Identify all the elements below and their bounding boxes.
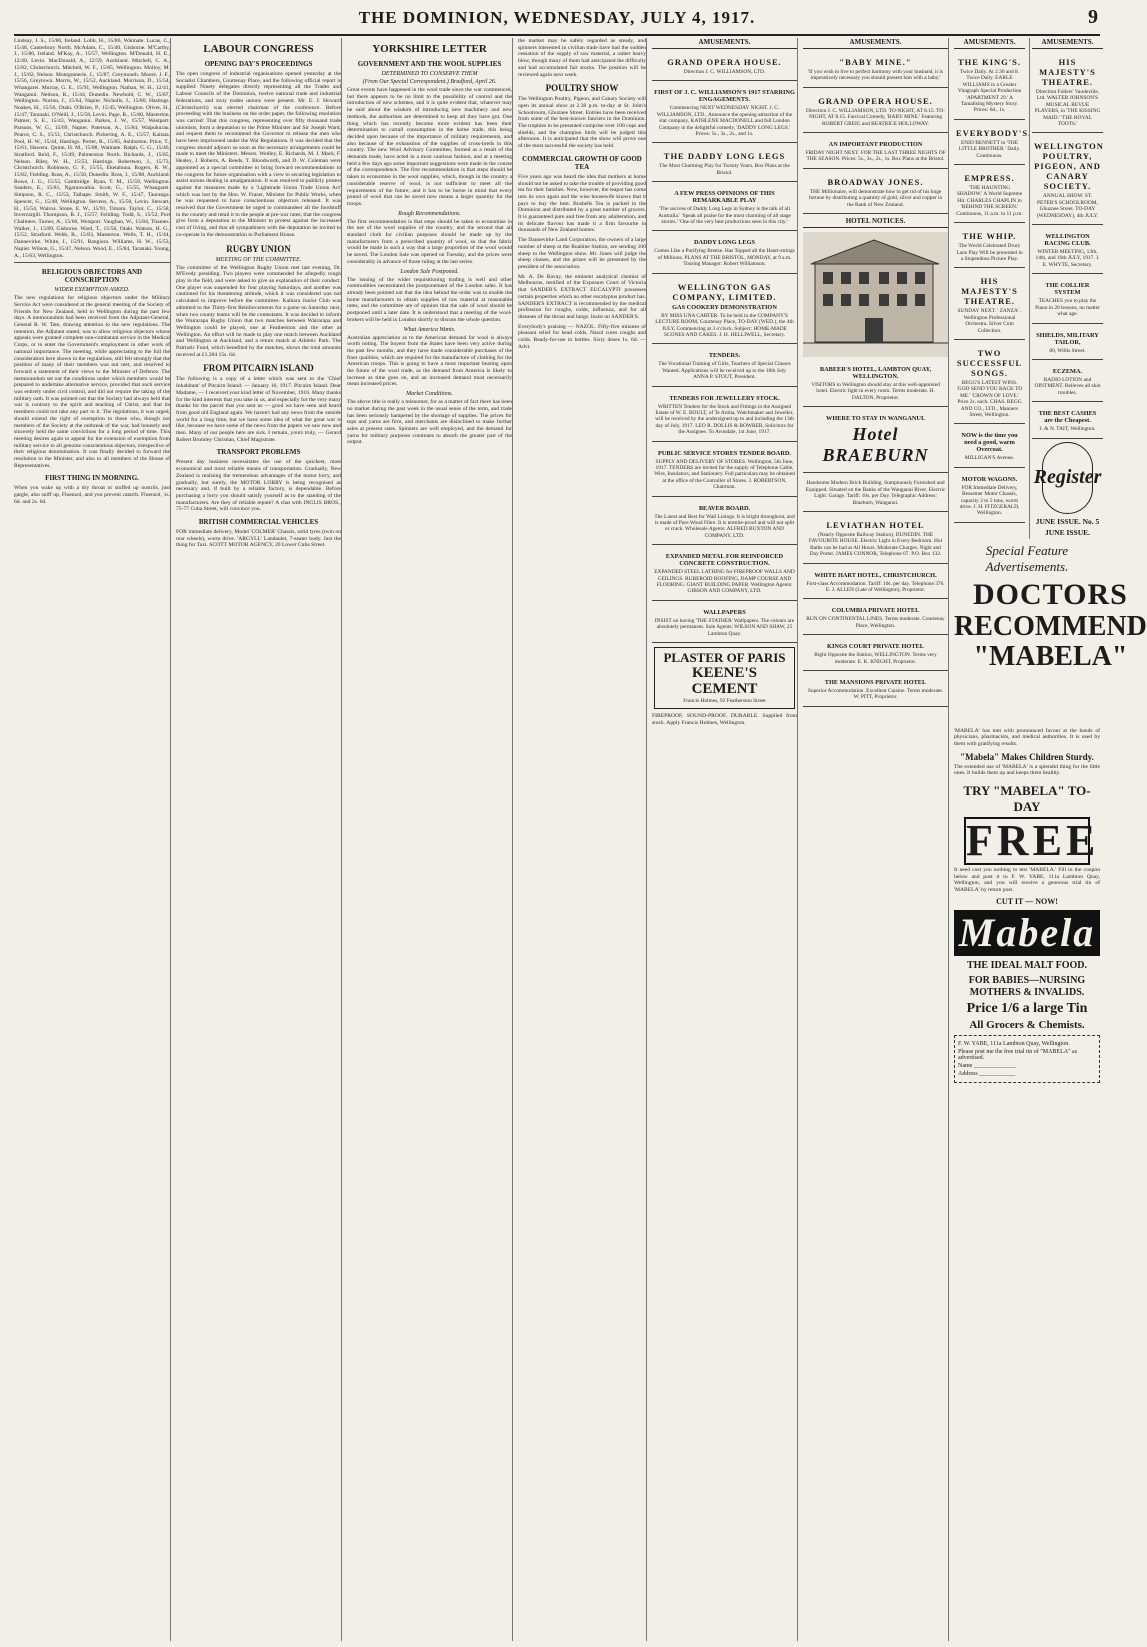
advertisement-list <box>803 52 948 228</box>
ad-headline: THE KING'S. <box>958 57 1021 67</box>
section-heading: London Sale Postponed. <box>400 268 459 275</box>
ad-headline: FIRST OF J. C. WILLIAMSON'S 1917 STARRING ENGAGEMENTS. <box>654 89 795 104</box>
try-mabela-headline: TRY "MABELA" TO-DAY <box>963 783 1091 815</box>
column-header: AMUSEMENTS. <box>652 38 797 49</box>
article-body: The Wellington Poultry, Pigeon, and Canary Society will open its annual show at 2.30 p.m. to-day at St. John's Schoolroom, Ghuznee Street. Entries have been received from some of the best-known fanciers in the Dominion. The trophies to be presented comprise over 100 cups and shields, and the champion birds will be judged this afternoon. It is anticipated that the show will prove one of the most successful the society has held. <box>518 96 646 150</box>
ad-body: SUNDAY NEXT. ' ZANZA' . Wellington Professional Orchestra. Silver Coin Collection. <box>957 308 1022 334</box>
advertisement <box>803 172 948 214</box>
advertisement <box>1032 363 1103 402</box>
advertisement <box>954 271 1025 340</box>
article-heading-transport: TRANSPORT PROBLEMS <box>216 448 301 457</box>
advertisement <box>1032 277 1103 323</box>
ad-body: The Vocational Training of Girls, Teachers of Special Classes Wanted. Applications will be received up to the 10th July. ANNA P. STOUT, President. <box>658 361 791 381</box>
ad-body: FOR Immediate Delivery, Bessemer Motor Chassis, capacity 2 to 5 tons, worm drive. J. H. FITZGERALD, Wellington. <box>959 484 1020 517</box>
mabela-logo: Mabela <box>954 910 1100 956</box>
casualty-names-list: Lindsay, J. S., 15/80, Ireland. Lobb, H., 15/86, Waimate. Lucas, C., 15/48, Canterbury North. McAdam, C., 15/40, Gisborne. M'Carthy, J., 15/86, Ireland. M'Kay, A., 15/57, Wellington. M'Donald, H. E., 12/40, Levin. MacDonald, A., 12/59, Auckland. Mitchell, C. A., 15/82, Christchurch. Mitchell, W. F., 15/85, Wellington. Molloy, M. J., 15/62, Nelson. Montgomerie, J., 15/87, Greymouth. Moore, J. F., 15/56, Greytown. Morris, W., 15/52, Auckland. Morrison, D., 15/54, Whangarei. Murray, G. E., 15/91, Wellington. Nathan, W. H., 12/41, Wanganui. Neilson, R., 15/44, Dunedin. Newbold, C. W., 15/87, Wellington. Norton, J., 15/64, Napier. Nicholls, J., 15/80, Hastings. Noakes, H., 15/56, Otaki. O'Brien, P., 15/45, Wellington. Oliver, H., 15/47, Taranaki. O'Neill, J., 15/58, Levin. Page, R., 15/60, Masterton. Palmer, S. E., 15/43, Wanganui. Parkes, J. W., 15/57, Westport. Parsons, W. G., 15/69, Napier. Paterson, A., 15/84, Waipukurau. Pearce, C. S., 15/51, Christchurch. Pickering, A. E., 15/57, Kaitaia. Pool, H. W., 15/44, Hastings. Porter, R., 15/65, Ashburton. Price, T., 15/61, Hawera. Quinn, H. M., 15/88, Waimate. Ralph, C. G., 15/46, Stratford. Reid, F., 15/49, Palmerston North. Richards, J., 15/85, Nelson. Riley, W. H., 15/53, Hastings. Robertson, J., 15/73, Christchurch. Robinson, G. F., 15/55, Eketahuna. Rogers, R. W., 15/82, Fielding. Ross, A., 15/50, Dunedin. Ross, J., 15/88, Auckland. Rowe, J. G., 15/55, Cambridge. Ryan, T. M., 15/59, Wellington. Sanders, E., 15/81, Ngaruawahia. Scott, G., 15/55, Whangarei. Simpson, R. C., 15/53, Taihape. Smith, W. F., 15/47, Tauranga. Spencer, G., 15/48, Wellington. Stevens, A., 15/50, Levin. Stewart, H., 15/54, Wairoa. Stone, E. W., 15/91, Timaru. Taylor, C., 15/58, Invercargill. Thompson, R. J., 15/57, Feilding. Todd, S., 15/52, Port Chalmers. Turner, A., 15/60, Westport. Vaughan, W., 15/84, Thames. Walker, J., 15/89, Gisborne. Ward, T., 15/56, Otaki. Watson, H. G., 15/52, Stratford. Webb, R., 15/83, Masterton. Wells, T. H., 15/44, Dannevirke. White, J., 15/91, Rangiora. Williams, H. W., 15/53, Napier. Wilson, G., 15/47, Nelson. Wood, E., 15/84, Taranaki. Young, A., 15/63, Wellington. <box>14 38 170 259</box>
ad-tagline: THE IDEAL MALT FOOD. <box>966 959 1088 971</box>
amusements-left <box>954 38 1032 539</box>
ad-body: Handsome Modern Brick Building. Sumptuously Furnished and Equipped. Situated on the Banks of the Wanganui River. Electric Light. Garage. Tariff: 10s. per Day. Telegraphic Address: Braeburn, Wanganui. <box>805 480 946 506</box>
hotel-building-image <box>803 232 948 357</box>
ad-headline: DADDY LONG LEGS <box>694 239 755 247</box>
article-body: The following is a copy of a letter which was sent to the 'Chief Inhabitant' of Pitcairn Island: — January 16, 1917. Pitcairn Island. Dear Madame, — I received your kind letter of November, 1916. Many thanks for the kind interests that you take in us, and especially for the very many thanks for the parcel that you sent us — good we have seen and heard from good old England again. We haven't had any news from the outside world for a long time, but we have some idea of what the great war is like, because we have some of the news from the papers we saw now and then. Many of our people here are sick. I remain, yours truly, — Gerard Robert Bromley Christian, Chief Magistrate. <box>176 376 341 443</box>
ad-headline: WHERE TO STAY IN WANGANUI. <box>826 415 925 423</box>
coupon-address-field[interactable]: Address ____________ <box>958 1070 1016 1077</box>
article-heading-rugby-union: RUGBY UNION <box>226 243 291 254</box>
amusements-split <box>954 38 1104 539</box>
coupon-address-label: Address <box>958 1070 978 1077</box>
ad-headline: THE MANSIONS PRIVATE HOTEL <box>824 678 927 686</box>
ad-headline: BABEER'S HOTEL, LAMBTON QUAY, WELLINGTON. <box>819 366 932 381</box>
advertisement-list <box>1032 52 1103 439</box>
masthead <box>14 6 1100 36</box>
register-logo-text: Register <box>1033 466 1102 489</box>
coupon-name-label: Name <box>958 1062 973 1069</box>
article-body: When you wake up with a dry throat or stuffed up nostrils, just gargle, also sniff up, Fluenzol, and you prevent catarrh. Fluenzol, 1s. 6d. and 2s. 6d. <box>14 485 170 505</box>
advertisement <box>1032 228 1103 274</box>
article-body: The above title is really a misnomer, for as a matter of fact there has been no market during the past week in the usual sense of the term, and trade has been seriously hampered by the shortage of supplies. The prices for tops and yarns are firm, and merchants are disinclined to make further sales at present rates. Spinners are well employed, and the demand for yarns for military purposes continues to absorb the greater part of the output. <box>347 399 512 446</box>
advertisement <box>652 604 797 643</box>
ad-subheadline: "Mabela" Makes Children Sturdy. <box>960 751 1094 762</box>
ad-headline: AN IMPORTANT PRODUCTION <box>828 141 923 149</box>
page-number: 9 <box>1088 6 1098 28</box>
column-header: AMUSEMENTS. <box>803 38 948 49</box>
ad-body: VISITORS to Wellington should stay at this well-appointed hotel. Electric light in every room. Terms moderate. H. DALTON, Proprietor. <box>811 382 940 401</box>
ad-body: FRIDAY NIGHT NEXT. FOR THE LAST THREE NIGHTS OF THE SEASON. Prices: 5s., 3s., 2s., 1s. Box Plans at the Bristol. <box>805 150 946 163</box>
article-body: The first recommendation is that steps should be taken to economise in the use of the wool supplies of the country, and the second that all standard cloth for civilian purposes should be made up by the manufacturers from a prescribed quantity of wool, so that the fabric would be made in such a way that a large proportion of the wool would be saved. The London Sale was opened on Tuesday, and the prices were considerably in advance of those ruling at the last series. <box>347 218 512 265</box>
ad-address: Francis Holmes, 92 Featherston Street <box>683 698 766 705</box>
ad-headline: TWO SUCCESSFUL SONGS. <box>956 347 1023 378</box>
advertisement <box>803 674 948 707</box>
column-7-special-features <box>954 38 1147 1641</box>
advertisement <box>1032 327 1103 360</box>
article-subheading: OPENING DAY'S PROCEEDINGS <box>204 60 313 68</box>
article-body: Everybody's praising — NAZOL. Fifty-five minutes of pleasant relief for head colds. Nazol cures coughs and colds. Ready-for-use in bottles. Sixty doses 1s. 6d. — Advt. <box>518 323 646 350</box>
ad-headline-recommend: RECOMMEND <box>954 610 1147 642</box>
ad-headline: "BABY MINE." <box>839 57 912 67</box>
ad-headline: THE WHIP. <box>962 231 1017 242</box>
ad-body: EXPANDED STEEL LATHING for FIREPROOF WALLS AND CEILINGS. RUBEROID ROOFING, DAMP COURSE AND FLOORING. GIANT BUILDING PAPER. Wellington Agents: GIBSON AND COMPANY, LTD. <box>654 569 795 595</box>
ad-tagline: FOR BABIES—NURSING MOTHERS & INVALIDS. <box>968 974 1086 998</box>
column-header: AMUSEMENTS. <box>954 38 1025 49</box>
advertisement <box>1032 136 1103 225</box>
ad-subtext <box>658 698 791 704</box>
advertisement-body: FOR immediate delivery, Model 'COLMER' Chassis, solid tyres (twin on rear wheels), worm drive. 'ARGYLL' Landaulet, 7-seater body. Just the thing for Taxi. SCOTT MOTOR AGENCY, 20 Lower Cuba Street. <box>176 529 341 549</box>
advertisement <box>803 476 948 512</box>
ad-body: WRITTEN Tenders for the Stock and Fittings in the Assigned Estate of W. E. BOULT, of Te Aroha, Watchmaker and Jeweller, will be received by the undersigned up to and including the 13th day of July, 1917. LEO R. DOLLIS & BOWRER, Solicitors for the Assignee. To Avondale, 1st June, 1917. <box>655 403 794 436</box>
ad-headline: GRAND OPERA HOUSE. <box>818 95 933 106</box>
ad-headline: THE BEST CASHES are the Cheapest. <box>1038 410 1097 425</box>
column-1 <box>14 38 171 1641</box>
column-2 <box>176 38 342 1641</box>
advertisement <box>954 52 1025 120</box>
column-3 <box>347 38 513 1641</box>
ad-headline: ECZEMA. <box>1052 367 1083 375</box>
advertisement <box>803 567 948 600</box>
advertisement <box>803 638 948 671</box>
article-body: The committee of the Wellington Rugby Union met last evening, Dr. M'Evedy presiding. Two players were commended for allegedly rough play in the field, and were asked to give an explanation of their conduct. One player was suspended for four playing Saturdays, and another was cautioned for his threatening attitude, which it was considered was not calculated to improve before the committee. Kaihara Junior Club was admitted to the Thirty-first Reinforcements for a game on Saturday next, when two county teams will be the contestants. It was decided to inform the Wairarapa Rugby Union that two matches between Wairarapa and Wellington could be played, one at Featherston and the other at Wellington. An effort will be made to play one match between Auckland and Wellington at Auckland, and a return match at Athletic Park. The Patriotic Fund, which benefited by the matches, shows the total amounts received at £1,304 15s. 6d. <box>176 264 341 358</box>
advertisement <box>652 347 797 386</box>
article-body: The new regulations for religious objectors under the Military Service Act were considered at the general meeting of the Society of Friends for New Zealand, held in Wellington during the past few days. A memorandum had been received from the Adjutant-General, General R. W. Tate, drawing attention to the new regulations. The intention, the Adjutant stated, was to allow religious objectors whose appeals were granted complete non-combatant service in the Medical Corps, or to enter the Government's employment in other work of national importance. The meeting, while appreciating to the full the consideration here shown in the regulations, still felt strongly that the position of many of their members was not met, and resolved to forward a statement of their views to the Minister of Defence. The memorandum set out the conditions under which members would be prepared to undertake alternative service, provided that such service was entirely under civil control, and did not require the taking of the military oath. It was pointed out that the Society had always held that war is contrary to the spirit and teaching of Christ, and that its members could not take any part in it. The regulations, it was urged, should extend the right of exemption to those who, though not members of the Society at the outbreak of the war, had honestly and sincerely held the same convictions for a long period of time. This meeting desires again to appeal for the extension of exemption from military service to all genuine conscientious objectors, irrespective of their religious denomination. It was finally decided to forward the resolution to the Minister, and also to all members of the House of Representatives. <box>14 295 170 469</box>
ad-headline: EVERYBODY'S. <box>956 127 1032 138</box>
ad-body: Twice Daily. At 2.30 and 8. Twice Daily. EARLE WILLIAMS in a Greater Vitagraph Special Production 'APARTMENT 29.' A Tantalising Mystery Story. Prices: 6d., 1s. <box>957 69 1022 114</box>
ad-body: Direction Fullers' Vaudeville, Ltd. WALTER JOHNSON'S MUSICAL REVUE PLAYERS, in 'THE KISSING MAID.' 'THE ROYAL TOOTS.' <box>1034 89 1101 128</box>
ad-headline: PLASTER OF PARIS <box>663 650 786 666</box>
article-heading-religious-objectors: RELIGIOUS OBJECTORS AND CONSCRIPTION <box>41 268 143 285</box>
free-offer-banner: FREE <box>966 816 1100 866</box>
article-body: Great events have happened in the wool trade since the war commenced, but there appears to be no limit to the possibility of control and the introduction of new schemes, and it is quite evident that, whatever may be said about the wisdom of introducing new machinery and new methods, the authorities are determined to keep all they have got. One thing which has recently become more evident has been their determination to curtail consumption in the home trade, this being decided upon because of the importance of military requirements, and also because of the exhaustion of the supplies of cross-breds in this country. The new Wool Advisory Committee, formed as a result of the demands made, have acted in a most cautious fashion, and at a meeting held a few days ago some important suggestions were made in the course of the correspondence. The first recommendation is that steps should be taken to economise in the wool supplies, which, though in the country a considerable reserve of wool, is not sufficient to meet all the requirements of the future; and it has to be borne in mind that every pound of wool that can be saved now means a larger quantity for the troops. <box>347 87 512 207</box>
ad-body: J. & N. TAIT, Wellington. <box>1039 426 1096 433</box>
ad-headline: SHIELDS, MILITARY TAILOR, <box>1036 331 1099 346</box>
ad-body: 'MABELA' has met with pronounced favour at the hands of physicians, pharmacists, and medical authorities. It is used by them with gratifying results. <box>954 727 1100 747</box>
ad-body: RUN ON CONTINENTAL LINES. Terms moderate. Courtenay Place, Wellington. <box>806 616 945 629</box>
ad-headline-mabela: "MABELA" <box>973 640 1128 672</box>
advertisement <box>652 52 797 81</box>
column-header: AMUSEMENTS. <box>1032 38 1103 49</box>
special-feature-heading: Special Feature Advertisements. <box>985 542 1069 574</box>
advertisement-list <box>803 476 948 707</box>
advertisement <box>652 234 797 273</box>
ad-headline: WHITE HART HOTEL, CHRISTCHURCH. <box>814 571 937 579</box>
ad-body: Direction J. C. WILLIAMSON, LTD. TO-NIGHT, AT 8.15. TO-NIGHT, AT 8.15. Farcical Comedy, 'BABY MINE.' Featuring ROBERT GREIG and BEATRICE HOLLOWAY. <box>805 107 946 127</box>
article-body: Mr. A. De Bavay, the eminent analytical chemist of Melbourne, testified of the Exposure Court of Victoria that SANDER'S EXTRACT EUCALYPTI possesses certain properties which no other eucalyptus product has. SANDER'S EXTRACT is recommended by the medical profession for coughs, colds, influenza, and for all diseases of the throat and lungs. Insist on SANDER'S. <box>518 273 646 320</box>
ad-headline: KINGS COURT PRIVATE HOTEL <box>827 643 924 651</box>
ad-price: Price 1/6 a large Tin <box>966 1000 1088 1016</box>
advertisement <box>652 500 797 546</box>
article-heading-first-thing: FIRST THING IN MORNING. <box>45 474 139 483</box>
issue-label: JUNE ISSUE. No. 5 <box>1035 516 1100 526</box>
ad-body: Comes Like a Purifying Breeze. Has Topped all the Heart-strings of Millions. PLANS AT THE BRISTOL, MONDAY, at 9 a.m. Touring Manager: Robert Williamson. <box>654 248 795 268</box>
ad-headline: WELLINGTON GAS COMPANY, LIMITED. <box>672 281 777 302</box>
ad-body: 80, Willis Street. <box>1049 347 1086 354</box>
register-badge <box>1033 442 1102 514</box>
ad-headline: WELLINGTON RACING CLUB. <box>1044 233 1091 248</box>
newspaper-title: THE DOMINION, WEDNESDAY, JULY 4, 1917. <box>358 8 756 27</box>
ad-body: TEACHES you to play the Piano in 20 lessons, no matter what age. <box>1035 298 1100 318</box>
advertisement <box>954 168 1025 223</box>
amusements-right <box>1029 38 1103 539</box>
article-body: The open congress of industrial organisations opened yesterday at the Socialist Chambers, Courtenay Place, and the following official report is supplied: Ninety delegates directly representing all the Trades and Labour Councils of the Dominion, twelve national trade and industrial federations, and sixty trades unions were present. Mr. E. J. Howard (Christchurch) was elected chairman of the conference. Before proceeding with the business on the order paper, the following resolution was carried: That this congress, representing over fifty thousand trade unionists, form a deputation to the Prime Minister and Sir Joseph Ward, and request them to recommend the Governor to release the men who have been imprisoned under the War Regulations. It was decided that the congress should adjourn so soon as the necessary arrangements could be made to meet the Ministers. Messrs. Wedley, E. Richards, M. J. Mack, F. Healey, J. Roberts, A. Reeds, T. Bloodworth, and D. W. Coleman were appointed as a special committee to bring forward recommendations to the congress for future organisation with a view to securing legislation to assist unions dealing in amalgamation. It was resolved to publicly protest against the measures made by a 'Lighttrade Union Trade Union Act' which was lost by the Hon. W. Fraser, Minister for Public Works, when he was requested to have conscientious objectors released. It was resolved that the Government be urged to commandeer all the foodstuff in the country and retail it to the people at pre-war rates; that the congress give form a deputation to the Minister to protest against the increased cost of living, and that all sympathisers with the deputation be invited to co-operate in the demonstration to Parliament House. <box>176 71 341 238</box>
advertisement <box>803 602 948 635</box>
ad-headline-doctors: DOCTORS <box>973 577 1128 611</box>
section-heading: Rough Recommendations. <box>398 210 461 217</box>
article-body: The Dannevirke Land Corporation, the owners of a large number of sheep at the Ruahine Station, are sending 100 sheep to the Wellington show. Mr. Jones will judge the sheep classes, and the prizes will be presented by the president of the association. <box>518 237 646 270</box>
mabela-headline <box>954 578 1147 672</box>
ad-body: The World Celebrated Drury Lane Play Will be presented in a Stupendous Picture Play. <box>956 243 1023 262</box>
braeburn-ad <box>803 410 948 473</box>
ad-headline: EXPANDED METAL FOR REINFORCED CONCRETE CONSTRUCTION. <box>665 553 784 568</box>
advertisement <box>803 217 948 228</box>
advertisement <box>652 548 797 601</box>
mail-coupon[interactable] <box>954 1035 1100 1083</box>
ad-body: Direction J. C. WILLIAMSON, LTD. <box>683 69 766 75</box>
ad-logo-text: Hotel BRAEBURN <box>822 424 929 466</box>
coupon-request-text: Please post me the free trial tin of "MABELA" as advertised. <box>958 1048 1078 1061</box>
ad-body: THE Millionaire, will demonstrate how to get rid of his huge fortune by distributing a quantity of gold, silver and copper in the Bank of New Zealand. <box>808 188 943 208</box>
ad-body: SUPPLY AND DELIVERY OF STORES. Wellington, 5th June, 1917. TENDERS are invited for the supply of Telephone Cable, Wire, Insulators, and Stationery. Full particulars may be obtained at the office of the Controller of Stores. J. ROBERTSON, Chairman. <box>654 458 795 491</box>
column-4 <box>518 38 647 1641</box>
issue-label: JUNE ISSUE. <box>1044 527 1090 537</box>
ad-body: The extended use of 'MABELA' is a splendid thing for the little ones. It builds them up and keeps them healthy. <box>954 763 1100 777</box>
ad-body: ANNUAL SHOW. ST. PETER'S SCHOOLROOM, Ghuznee Street. TO-DAY (WEDNESDAY), 4th JULY. <box>1036 193 1099 219</box>
advertisement-body: FIREPROOF, SOUND-PROOF, DURABLE. Supplied from stock. Apply Francis Holmes, Wellington. <box>652 713 797 727</box>
article-subheading: GOVERNMENT AND THE WOOL SUPPLIES <box>357 60 502 68</box>
advertisement <box>1032 405 1103 438</box>
ad-headline: GRAND OPERA HOUSE. <box>667 57 782 67</box>
ad-headline: MOTOR WAGONS. <box>961 475 1018 483</box>
ad-body: The Most Charming Play for Twenty Years. Box Plans at the Bristol. <box>659 163 790 176</box>
ad-headline: WALLPAPERS <box>703 608 746 616</box>
ad-headline: EMPRESS. <box>964 173 1015 184</box>
ad-body: ENID BENNETT in 'THE LITTLE BROTHER.' Daily. Continuous. <box>958 139 1021 159</box>
ad-body: 'If you wish to live to perfect harmony with your husband, it is imperatively necessary you should present him with a baby.' <box>808 69 943 82</box>
advertisement <box>803 91 948 133</box>
article-heading-tea: COMMERCIAL GROWTH OF GOOD TEA <box>522 154 642 171</box>
advertisement <box>803 136 948 169</box>
article-subheading: MEETING OF THE COMMITTEE. <box>215 256 302 263</box>
ad-body: MILLIGAN'S Avenue. <box>964 455 1015 462</box>
advertisement <box>803 515 948 564</box>
ad-body: First-class Accommodation. Tariff: 10s. per day. Telephone 376. E. J. ALLEN (Late of Wellington), Proprietor. <box>806 580 945 593</box>
divider <box>14 262 170 263</box>
ad-body: WINTER MEETING, 13th, 14th, and 16th JULY, 1917. J. E. WHYTE, Secretary. <box>1035 249 1100 268</box>
ad-headline: BEAVER BOARD. <box>698 504 751 512</box>
advertisement-list <box>652 52 797 643</box>
article-heading-labour-congress: LABOUR CONGRESS <box>203 43 314 55</box>
advertisement <box>954 343 1025 424</box>
article-body: Australian appreciation as to the American demand for wool is always worth noting. The buyers from the States have been very active during the past few months, and they have made considerable purchases of the finer qualities, which are required for the manufacture of clothing for the American troops. This is going to have a most important bearing upon the future of the wool trade, as the demand from America is likely to increase as time goes on, and an increased demand must necessarily mean increased prices. <box>347 334 512 388</box>
ad-body: Right Opposite the Station, WELLINGTON. Terms very moderate. E. K. KNIGHT, Proprietor. <box>814 652 937 665</box>
section-heading: Market Conditions. <box>406 391 453 398</box>
article-subheading: WIDER EXEMPTION ASKED. <box>54 287 130 294</box>
section-heading: What America Wants. <box>403 326 456 333</box>
ad-headline: HIS MAJESTY'S THEATRE. <box>1039 57 1096 87</box>
ad-body: 'The success of Daddy Long Legs in Sydney is the talk of all Australia.' 'Speak all praise for the most charming of all stage stories.' 'One of the very best productions seen in this city.' <box>658 206 791 226</box>
plaster-of-paris-ad <box>654 647 795 709</box>
ad-body: 'THE HAUNTING SHADOW.' A World Supreme Hit. CHARLES CHAPLIN in 'BEHIND THE SCREEN.' Continuous, 11 a.m. to 11 p.m. <box>956 185 1023 217</box>
article-heading-british-vehicles: BRITISH COMMERCIAL VEHICLES <box>198 518 319 527</box>
article-subheading: DETERMINED TO CONSERVE THEM <box>381 71 478 77</box>
cut-it-label: CUT IT — NOW! <box>996 896 1058 906</box>
ad-body: INSIST on having 'THE STATHER' Wallpapers. The colours are absolutely permanent. Sole Agents: WILSON AND SHAW, 25 Lambton Quay. <box>654 617 795 637</box>
ad-headline: THE DADDY LONG LEGS <box>663 151 786 162</box>
ad-headline: COLUMBIA PRIVATE HOTEL <box>831 607 920 615</box>
article-body: the market may be safely regarded as steady, and spinners interested in civilian trade have had the sudden cessation of the supply of raw material, a rather heavy blow, though many of them had anticipated the difficulty and had accumulated fair stocks. The position will be reviewed again next week. <box>518 38 646 78</box>
ad-body: (Nearly Opposite Railway Station), DUNEDIN. THE FAVOURITE HOUSE. Electric Light in Every Bedroom. Hot Baths can be had at All Hours. Moderate Charges. Night and Day Porter. JAMES CONNOR, Telephone 67. P.O. Box 132. <box>808 531 943 558</box>
ad-body: It need cost you nothing to test 'MABELA.' Fill in the coupon below and post it to F. W. YABE, 111a Lambton Quay, Wellington, and you will receive a generous trial tin of 'MABELA' by return post. <box>954 867 1100 894</box>
hotel-ad <box>803 361 948 407</box>
hotel-illustration <box>803 232 948 357</box>
ad-headline: CEMENT <box>691 681 758 698</box>
advertisement <box>1032 52 1103 133</box>
advertisement <box>652 277 797 345</box>
article-body: Five years ago was heard the idea that mothers at home should not be asked to take the trouble of providing good tea for their families. Now, however, the teapot has come into its own again and the wise housewife knows that it pays to buy the best. Bushells Tea is packed in the Dominion and distributed by a great number of grocers. It is guaranteed pure and free from any adulteration, and its delicate flavour has made it a firm favourite in thousands of New Zealand homes. <box>518 173 647 234</box>
article-heading-poultry-show: POULTRY SHOW <box>545 83 619 94</box>
advertisement <box>954 471 1025 523</box>
ad-headline: GAS COOKERY DEMONSTRATION <box>672 303 777 311</box>
advertisement <box>652 445 797 497</box>
coupon-name-field[interactable]: Name ______________ <box>958 1062 1016 1069</box>
ad-headline: TENDERS. <box>708 352 741 360</box>
ad-body: BY MISS UNA CARTER. To be held in the COMPANY'S LECTURE ROOM, Courtenay Place, TO-DAY (WED.), the 4th JULY, Commencing at 3 o'clock. Subject: HOME-MADE SCONES AND CAKES. J. H. HELLIWELL, Secretary. <box>655 312 794 338</box>
ad-headline: BROADWAY JONES. <box>827 176 924 187</box>
ad-headline: THE COLLIER SYSTEM <box>1045 282 1090 297</box>
ad-headline: HIS MAJESTY'S THEATRE. <box>961 276 1018 307</box>
ad-headline: KEENE'S <box>691 665 758 682</box>
advertisement <box>954 226 1025 268</box>
column-6-amusements-hotels <box>803 38 949 1641</box>
ad-headline: A FEW PRESS OPINIONS OF THIS REMARKABLE PLAY <box>674 190 775 205</box>
column-5-amusements <box>652 38 798 1641</box>
article-body: Present day business necessitates the use of the quickest, most economical and most reliable means of transportation. Gradually, New Zealand is realising the tremendous advantages of the motor lorry, and gradually, but surely, the MOTOR LORRY is being recognised as necessary and, if built by a reliable factory, is dependable. Before purchasing a lorry you should satisfy yourself as to the standing of the manufacturers. Are they of reliable repute? A chat with INGLIS BROS., 75-77 Cuba Street, will convince you. <box>176 459 341 513</box>
article-heading-yorkshire-letter: YORKSHIRE LETTER <box>372 43 487 55</box>
ad-body: RADIO LOTION and OINTMENT. Relieves all skin troubles. <box>1034 376 1101 396</box>
article-body: The issuing of the wider requisitioning trading is well and other commodities necessitated the postponement of the London sales. It has already been pointed out that the idea behind the order was to enable the home manufacturers to obtain supplies of raw material at reasonable rates, and the committee are of opinion that the sale of wool should be postponed until a later date. It is understood that a meeting of the wool-brokers will be held in London shortly to discuss the whole question. <box>347 276 512 323</box>
ad-headline: PUBLIC SERVICE STORES TENDER BOARD. <box>657 449 792 457</box>
ad-body: BEGG'S LATEST WINS. 'GOD SEND YOU BACK TO ME.' 'CROWN OF LOVE.' Price 2s. each. CHAS. BEGG AND CO., LTD., Manners Street, Wellington. <box>956 379 1023 418</box>
article-heading-pitcairn: FROM PITCAIRN ISLAND <box>203 363 314 374</box>
article-credit: (From Our Special Correspondent.) Bradford, April 26. <box>362 79 497 85</box>
ad-body: The Latest and Best for Wall Linings. It is bright throughout, and is made of Pure Wood Fibre. It is termite-proof and will not split or crack. Wholesale Agents: ALFRED BUXTON AND COMPANY, LTD. <box>654 513 795 539</box>
coupon-address: F. W. YABE, 111a Lambton Quay, Wellington. <box>958 1040 1070 1047</box>
advertisement <box>954 427 1025 467</box>
ad-body: Commencing NEXT WEDNESDAY NIGHT. J. C. WILLIAMSON, LTD., Announce the opening attraction of the star company, KATHLENE MACDONELL and full London Company in the delightful comedy, 'DADDY LONG LEGS.' Prices: 5s., 3s., 2s., and 1s. <box>656 105 793 138</box>
advertisement <box>954 123 1032 165</box>
ad-headline: TENDERS FOR JEWELLERY STOCK. <box>669 394 780 402</box>
ad-headline: NOW is the time you need a good, warm Overcoat. <box>961 432 1018 454</box>
advertisement <box>803 52 948 88</box>
ad-headline: LEVIATHAN HOTEL <box>826 519 925 530</box>
advertisement <box>652 390 797 442</box>
advertisement <box>652 84 797 143</box>
ad-headline: WELLINGTON POULTRY, PIGEON, AND CANARY SOCIETY. <box>1034 141 1104 192</box>
mabela-ad-top <box>954 577 1147 728</box>
advertisement <box>652 146 797 182</box>
ad-stockists: All Grocers & Chemists. <box>969 1018 1085 1031</box>
advertisement <box>652 185 797 231</box>
column-header: HOTEL NOTICES. <box>803 217 948 228</box>
ad-body: Superior Accommodation. Excellent Cuisine. Terms moderate. W. PITT, Proprietor. <box>807 687 944 701</box>
advertisement-list <box>954 52 1032 523</box>
